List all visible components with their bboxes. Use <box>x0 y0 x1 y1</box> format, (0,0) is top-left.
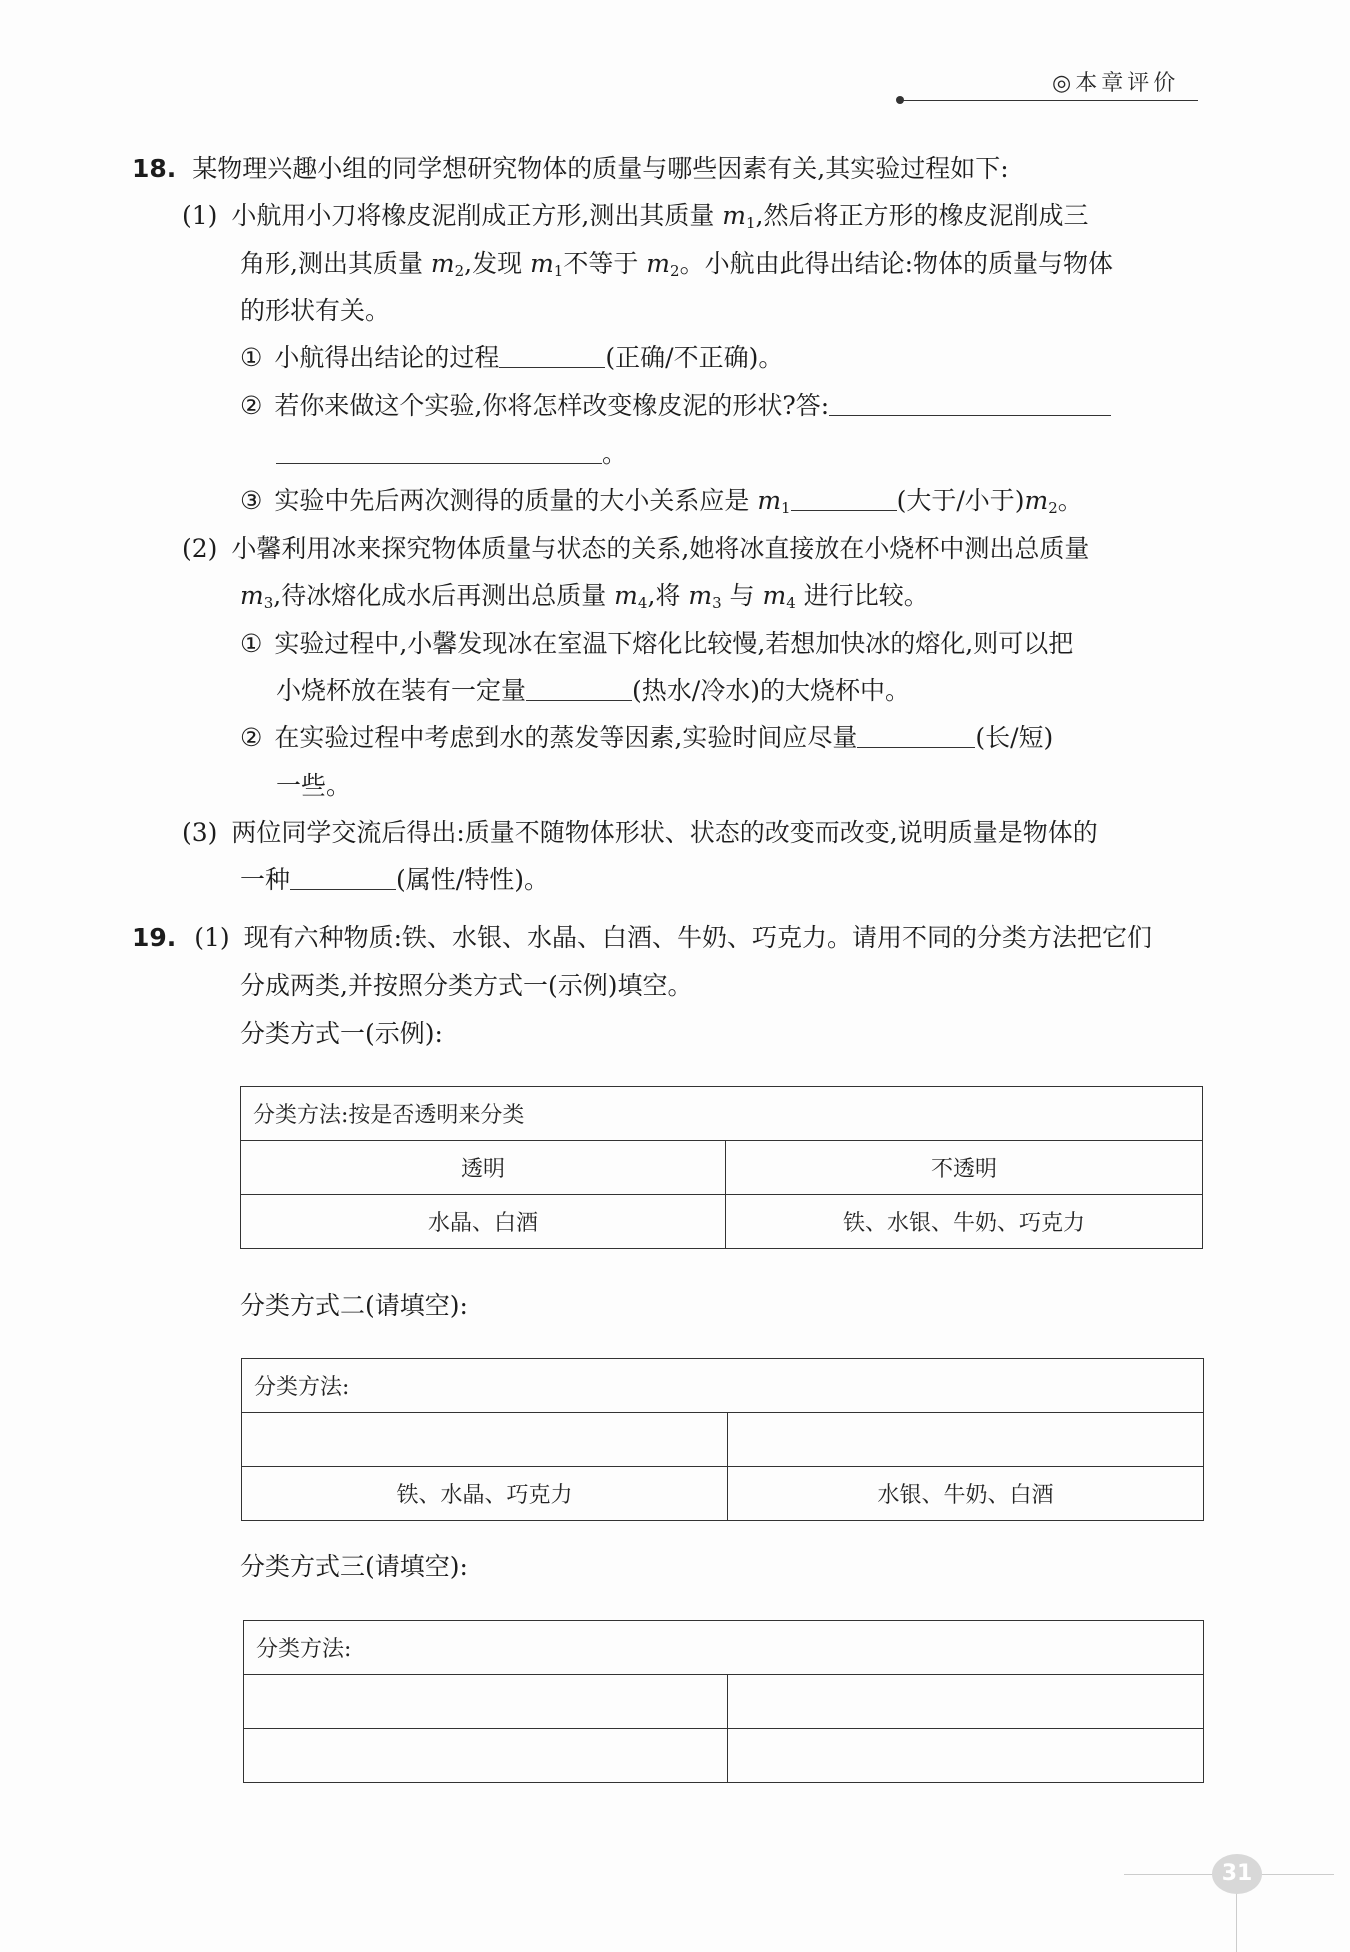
category-header-blank[interactable] <box>244 1675 728 1729</box>
way2-title: 分类方式二(请填空): <box>240 1291 468 1320</box>
classification-table-1 <box>240 1086 1203 1249</box>
question-number: 18. <box>132 154 177 183</box>
q18-part2-line2: $m_3$,待冰熔化成水后再测出总质量 $m_4$,将 $m_3$ 与 $m_4$ 进行比较。 <box>240 581 929 612</box>
q18-part3-line1: (3) 两位同学交流后得出:质量不随物体形状、状态的改变而改变,说明质量是物体的 <box>182 818 1098 847</box>
circled-number: ① <box>240 629 263 658</box>
answer-blank[interactable] <box>526 676 632 701</box>
way1-title: 分类方式一(示例): <box>240 1019 443 1048</box>
category-items: 铁、水晶、巧克力 <box>242 1467 728 1521</box>
q18-part3-line2: 一种 (属性/特性)。 <box>240 865 549 894</box>
q18-part1-line3: 的形状有关。 <box>240 296 391 325</box>
category-items: 水银、牛奶、白酒 <box>728 1467 1204 1521</box>
q18-part1-sub3: ③ 实验中先后两次测得的质量的大小关系应是 $m_1$ (大于/小于)$m_2$。 <box>240 486 1083 517</box>
answer-blank[interactable] <box>857 723 975 748</box>
category-header-blank[interactable] <box>242 1413 728 1467</box>
q18-part1-line2: 角形,测出其质量 $m_2$,发现 $m_1$不等于 $m_2$。小航由此得出结论:物体的质量与物体 <box>240 249 1113 280</box>
method-cell[interactable]: 分类方法: <box>242 1359 1204 1413</box>
q18-part2-sub1-cont: 小烧杯放在装有一定量 (热水/冷水)的大烧杯中。 <box>276 676 910 705</box>
category-header-blank[interactable] <box>728 1413 1204 1467</box>
q18-part1-sub1: ① 小航得出结论的过程 (正确/不正确)。 <box>240 343 784 372</box>
circled-number: ③ <box>240 486 263 515</box>
circled-number: ② <box>240 391 263 420</box>
q18-part2-sub1: ① 实验过程中,小馨发现冰在室温下熔化比较慢,若想加快冰的熔化,则可以把 <box>240 629 1074 658</box>
category-items: 水晶、白酒 <box>241 1195 726 1249</box>
category-items-blank[interactable] <box>728 1729 1204 1783</box>
question-number: 19. <box>132 923 177 952</box>
answer-blank[interactable] <box>499 343 605 368</box>
answer-blank[interactable] <box>290 865 396 890</box>
q18-part1-line1: (1) 小航用小刀将橡皮泥削成正方形,测出其质量 $m_1$,然后将正方形的橡皮泥削成三 <box>182 201 1089 232</box>
classification-table-3 <box>243 1620 1204 1783</box>
q18-part2-line1: (2) 小馨利用冰来探究物体质量与状态的关系,她将冰直接放在小烧杯中测出总质量 <box>182 534 1090 563</box>
answer-blank[interactable] <box>829 391 1111 416</box>
answer-blank[interactable] <box>791 486 897 511</box>
q18-part2-sub2-cont: 一些。 <box>276 771 352 800</box>
header-rule <box>900 100 1198 101</box>
circled-number: ① <box>240 343 263 372</box>
part-label: (3) <box>182 818 218 847</box>
category-header: 透明 <box>241 1141 726 1195</box>
section-label: ◎本章评价 <box>1052 71 1180 96</box>
question-18-stem: 18. 某物理兴趣小组的同学想研究物体的质量与哪些因素有关,其实验过程如下: <box>132 154 1009 183</box>
question-19-line1: 19. (1) 现有六种物质:铁、水银、水晶、白酒、牛奶、巧克力。请用不同的分类方法把它们 <box>132 923 1153 952</box>
part-label: (1) <box>194 923 230 952</box>
classification-table-2 <box>241 1358 1204 1521</box>
part-label: (2) <box>182 534 218 563</box>
method-cell: 分类方法:按是否透明来分类 <box>241 1087 1203 1141</box>
answer-blank[interactable] <box>276 439 602 464</box>
way3-title: 分类方式三(请填空): <box>240 1552 468 1581</box>
question-19-line2: 分成两类,并按照分类方式一(示例)填空。 <box>240 971 693 1000</box>
part-label: (1) <box>182 201 218 230</box>
category-items-blank[interactable] <box>244 1729 728 1783</box>
method-cell[interactable]: 分类方法: <box>244 1621 1204 1675</box>
page-number: 31 <box>1212 1854 1262 1894</box>
circled-number: ② <box>240 723 263 752</box>
q18-part2-sub2: ② 在实验过程中考虑到水的蒸发等因素,实验时间应尽量 (长/短) <box>240 723 1054 752</box>
category-items: 铁、水银、牛奶、巧克力 <box>726 1195 1203 1249</box>
category-header-blank[interactable] <box>728 1675 1204 1729</box>
category-header: 不透明 <box>726 1141 1203 1195</box>
q18-part1-sub2: ② 若你来做这个实验,你将怎样改变橡皮泥的形状?答: <box>240 390 1111 422</box>
q18-part1-sub2-cont: 。 <box>276 438 627 470</box>
